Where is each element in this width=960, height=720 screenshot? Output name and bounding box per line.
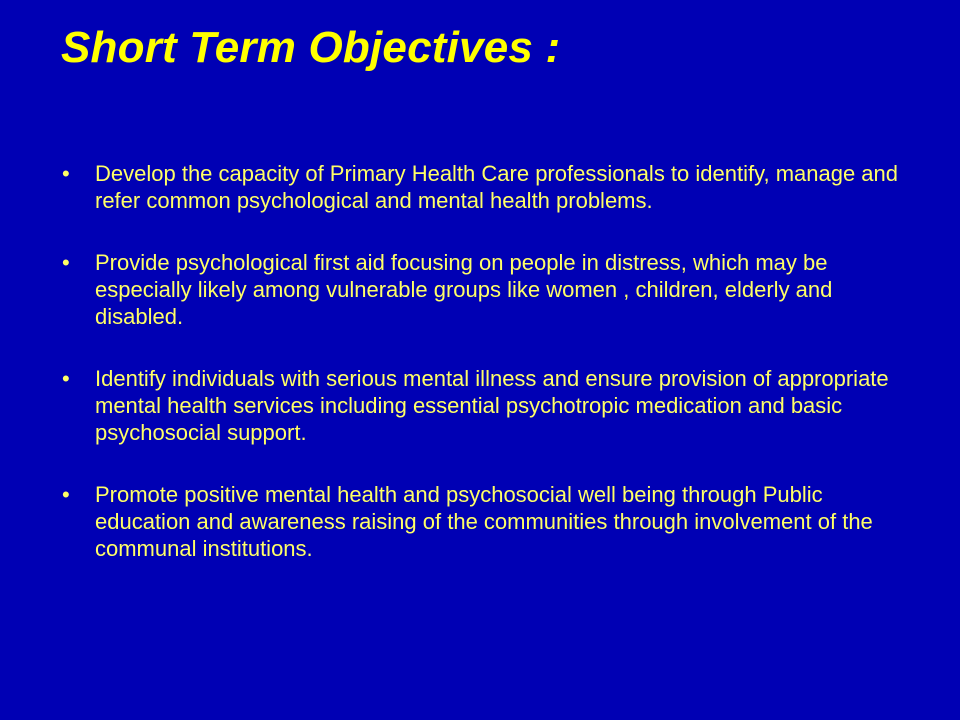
bullet-text: Provide psychological first aid focusing on people in distress, which may be especially likely among vulnerable groups like women , children, elderly and disabled. [95, 250, 833, 329]
bullet-list [62, 160, 912, 597]
bullet-item [62, 481, 912, 562]
bullet-dot-icon: • [62, 161, 70, 186]
bullet-dot-icon: • [62, 250, 70, 275]
bullet-text: Develop the capacity of Primary Health Care professionals to identify, manage and refer common psychological and mental health problems. [95, 161, 899, 213]
bullet-item [62, 249, 912, 330]
bullet-dot-icon: • [62, 482, 70, 507]
slide-title: Short Term Objectives : [61, 23, 561, 72]
bullet-item [62, 365, 912, 446]
bullet-item [62, 160, 912, 214]
bullet-text: Promote positive mental health and psychosocial well being through Public education and awareness raising of the communities through involvement of the communal institutions. [95, 482, 873, 561]
bullet-dot-icon: • [62, 366, 70, 391]
bullet-text: Identify individuals with serious mental illness and ensure provision of appropriate mental health services including essential psychotropic medication and basic psychosocial support. [95, 366, 889, 445]
